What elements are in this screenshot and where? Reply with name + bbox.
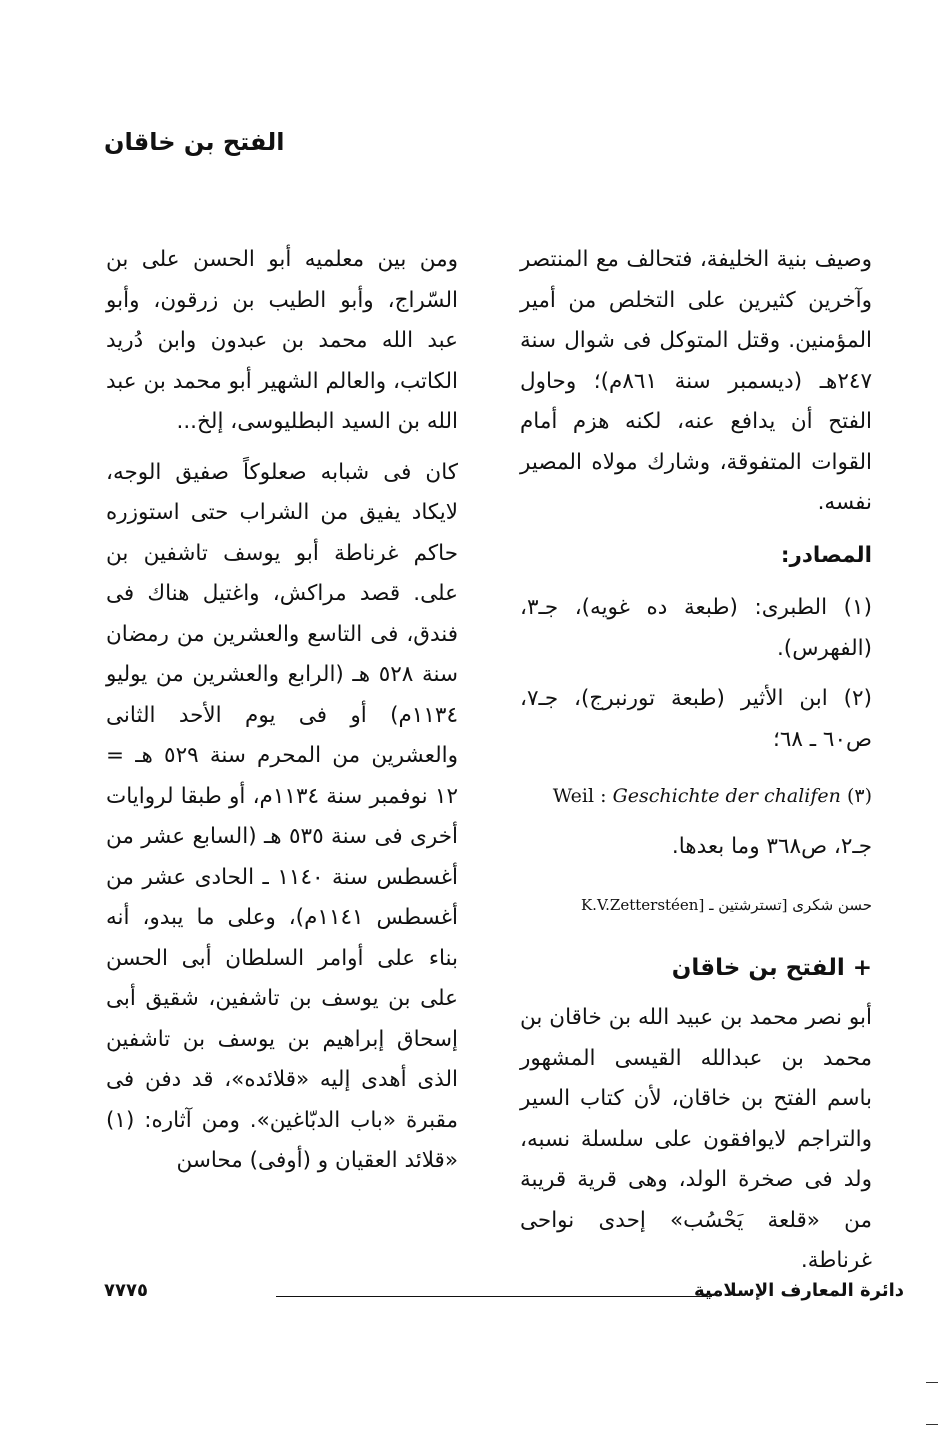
author-signature [520,885,872,926]
left-paragraph-1: ومن بين معلميه أبو الحسن على بن السّراج، وأبو الطيب بن زرقون، وأبو عبد الله محمد بن عبدون وابن دُريد الكاتب، والعالم الشهير أبو محمد بن عبد الله بن السيد البطليوسى، إلخ... [106,247,458,434]
sources-heading: المصادر: [780,542,872,568]
entry-paragraph: أبو نصر محمد بن عبيد الله بن خاقان بن محمد بن عبدالله القيسى المشهور باسم الفتح بن خاقان، لأن كتاب السير والتراجم لايوافقون على سلسلة نسبه، ولد فى صخرة الولد، وهى قرية قريبة من «قلعة يَحْسُب» إحدى نواحى غرناطة. [520,1005,872,1273]
right-column [520,240,872,1282]
entry-title: + الفتح بن خاقان [671,954,872,981]
reference-2: (٢) ابن الأثير (طبعة تورنبرج)، جـ٧، ص٦٠ ـ ٦٨؛ [520,686,872,752]
page-number: ٧٧٧٥ [104,1280,148,1301]
footer-rule [276,1296,712,1297]
signature-arabic: حسن شكرى [تسترشتين ـ [709,896,872,914]
reference-3-author: Weil : [552,785,607,807]
edge-mark [926,1382,938,1383]
edge-mark [926,1424,938,1425]
footer-publication: دائرة المعارف الإسلامية [693,1280,904,1301]
signature-latin: K.V.Zetterstéen] [580,896,705,914]
running-title: الفتح بن خاقان [104,128,285,156]
left-paragraph-2: كان فى شبابه صعلوكاً صفيق الوجه، لايكاد يفيق من الشراب حتى استوزره حاكم غرناطة أبو يوسف تاشفين بن على. قصد مراكش، واغتيل هناك فى فندق، فى التاسع والعشرين من رمضان سنة ٥٢٨ هـ (الرابع والعشرين من يوليو ١١٣٤م) أو فى يوم الأحد الثانى والعشرين من المحرم سنة ٥٢٩ هـ = ١٢ نوفمبر سنة ١١٣٤م، أو طبقا لروايات أخرى فى سنة ٥٣٥ هـ (السابع عشر من أغسطس سنة ١١٤٠ ـ الحادى عشر من أغسطس ١١٤١م)، وعلى ما يبدو، أنه بناء على أوامر السلطان أبى الحسن على بن يوسف بن تاشفين، شقيق أبى إسحاق إبراهيم بن يوسف بن تاشفين الذى أهدى إليه «قلائده»، قد دفن فى مقبرة «باب الدبّاغين». ومن آثاره: (١) «قلائد العقيان و (أوفى) محاسن [106,459,459,1173]
reference-3-title: Geschichte der chalifen [612,785,841,807]
left-column [106,240,458,1182]
reference-3-continuation: جـ٢، ص٣٦٨ وما بعدها. [671,833,872,859]
right-paragraph-1: وصيف بنية الخليفة، فتحالف مع المنتصر وآخرين كثيرين على التخلص من أمير المؤمنين. وقتل المتوكل فى شوال سنة ٢٤٧هـ (ديسمبر سنة ٨٦١م)؛ وحاول الفتح أن يدافع عنه، لكنه هزم أمام القوات المتفوقة، وشارك مولاه المصير نفسه. [520,247,872,515]
page-footer [104,1280,904,1310]
reference-1: (١) الطبرى: (طبعة ده غويه)، جـ٣، (الفهرس). [520,595,872,661]
reference-3-number: (٣) [846,785,872,807]
reference-3 [520,776,872,817]
